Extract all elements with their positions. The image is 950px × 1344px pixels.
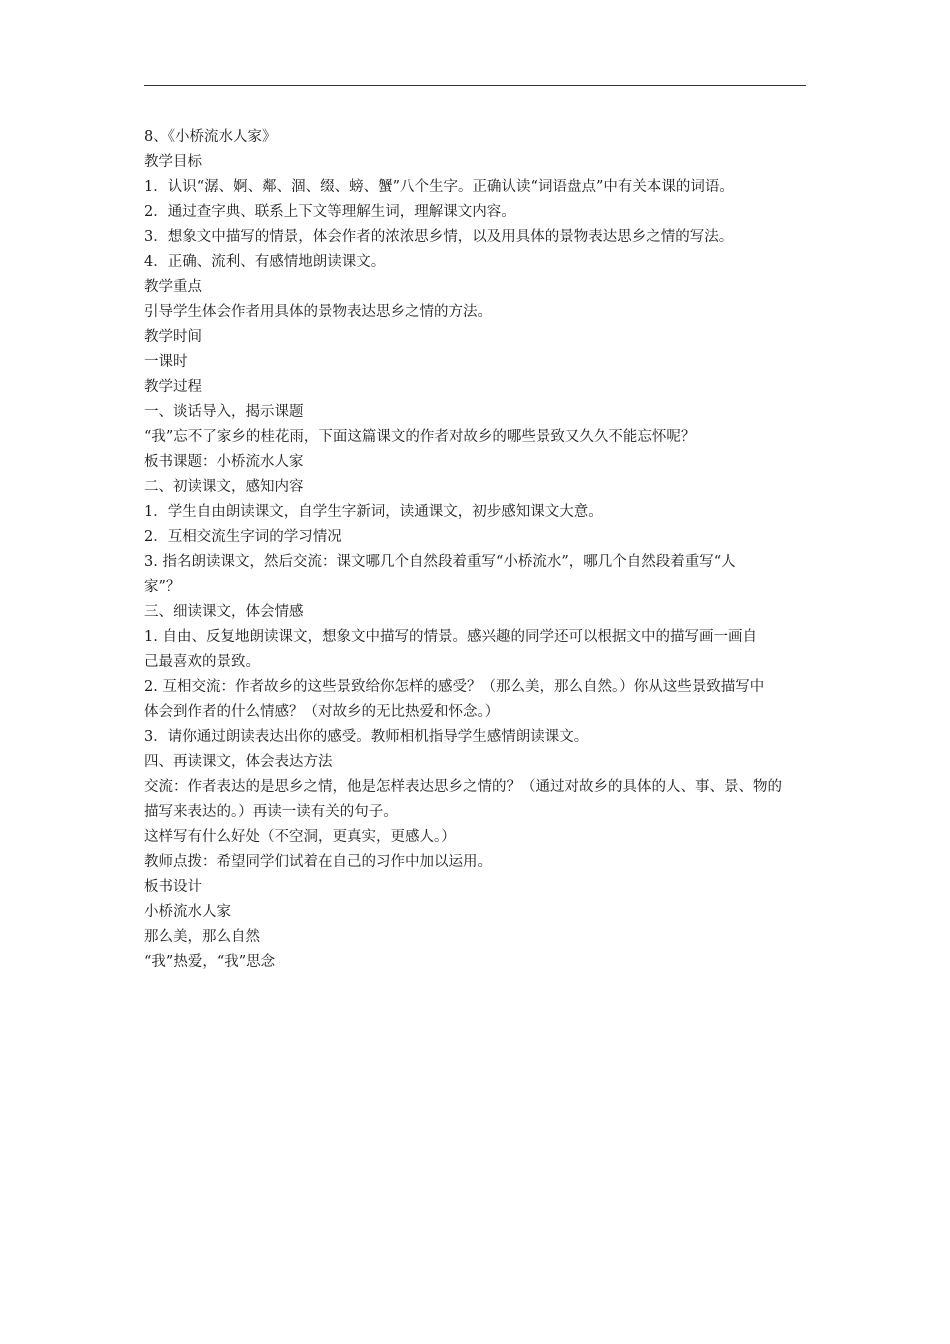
text-line: 教学时间 — [144, 329, 202, 345]
text-line: 三、细读课文，体会情感 — [144, 604, 304, 620]
text-line: 引导学生体会作者用具体的景物表达思乡之情的方法。 — [144, 304, 492, 320]
text-line: 描写来表达的。）再读一读有关的句子。 — [144, 804, 398, 820]
text-line: 8、《小桥流水人家》 — [144, 129, 277, 145]
text-line: 家”？ — [144, 579, 181, 595]
text-line: 教学过程 — [144, 379, 202, 395]
text-line: 体会到作者的什么情感？（对故乡的无比热爱和怀念。） — [144, 704, 500, 720]
text-line: 一、谈话导入，揭示课题 — [144, 404, 304, 420]
text-line: “我”热爱，“我”思念 — [144, 954, 276, 970]
text-line: 1．认识“潺、婀、鄰、涸、缀、螃、蟹”八个生字。正确认读“词语盘点”中有关本课的词语。 — [144, 179, 734, 195]
text-line: 一课时 — [144, 354, 188, 370]
text-line: 板书设计 — [144, 879, 202, 895]
text-line: 那么美，那么自然 — [144, 929, 260, 945]
header-rule — [144, 85, 806, 86]
text-line: 二、初读课文，感知内容 — [144, 479, 304, 495]
text-line: 小桥流水人家 — [144, 904, 231, 920]
text-line: 3．想象文中描写的情景，体会作者的浓浓思乡情，以及用具体的景物表达思乡之情的写法。 — [144, 229, 734, 245]
text-line: 四、再读课文，体会表达方法 — [144, 754, 333, 770]
document-body — [144, 125, 808, 975]
text-line: 己最喜欢的景致。 — [144, 654, 260, 670]
text-line: 2. 互相交流：作者故乡的这些景致给你怎样的感受？（那么美，那么自然。）你从这些景致描写中 — [144, 679, 765, 695]
text-line: 教学重点 — [144, 279, 202, 295]
text-line: 4．正确、流利、有感情地朗读课文。 — [144, 254, 386, 270]
text-line: 3. 指名朗读课文，然后交流：课文哪几个自然段着重写“小桥流水”，哪几个自然段着重写“人 — [144, 554, 736, 570]
text-line: 教师点拨：希望同学们试着在自己的习作中加以运用。 — [144, 854, 492, 870]
text-line: 3．请你通过朗读表达出你的感受。教师相机指导学生感情朗读课文。 — [144, 729, 589, 745]
text-line: 2．通过查字典、联系上下文等理解生词，理解课文内容。 — [144, 204, 516, 220]
text-line: 1. 自由、反复地朗读课文，想象文中描写的情景。感兴趣的同学还可以根据文中的描写画一画自 — [144, 629, 757, 645]
text-line: 1．学生自由朗读课文，自学生字新词，读通课文，初步感知课文大意。 — [144, 504, 603, 520]
text-line: 交流：作者表达的是思乡之情，他是怎样表达思乡之情的？（通过对故乡的具体的人、事、景、物的 — [144, 779, 782, 795]
text-line: 板书课题：小桥流水人家 — [144, 454, 304, 470]
text-line: 2．互相交流生字词的学习情况 — [144, 529, 342, 545]
text-line: 这样写有什么好处（不空洞，更真实，更感人。） — [144, 829, 456, 845]
text-line: 教学目标 — [144, 154, 202, 170]
text-line: “我”忘不了家乡的桂花雨，下面这篇课文的作者对故乡的哪些景致又久久不能忘怀呢？ — [144, 429, 696, 445]
